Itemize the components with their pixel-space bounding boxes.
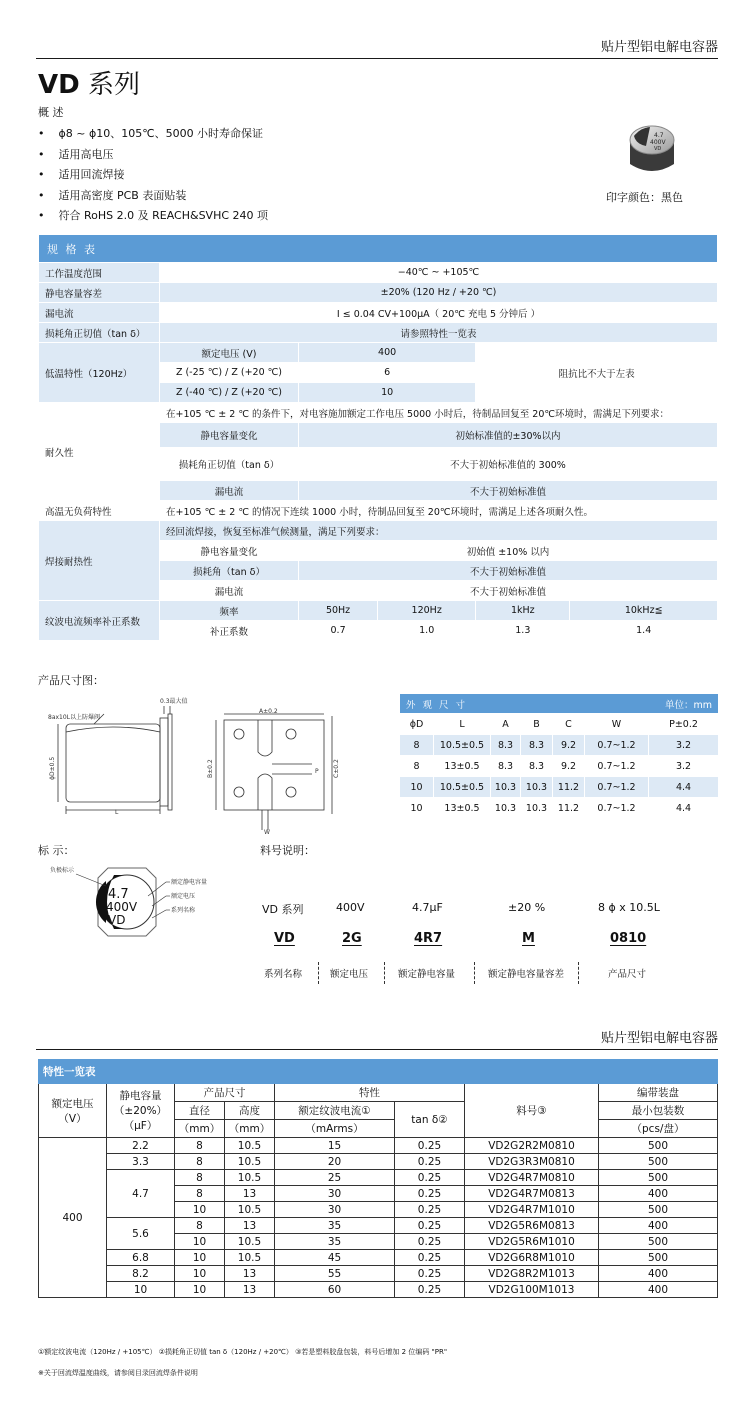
spec-cell: 不大于初始标准值 <box>299 481 718 501</box>
char-header: 额定电压 （V） <box>39 1084 107 1138</box>
dimension-cell: 3.2 <box>649 756 719 777</box>
dimension-header: ϕD <box>400 714 434 735</box>
char-header: 产品尺寸 <box>175 1084 275 1102</box>
marking-label-volt: 额定电压 <box>171 893 196 900</box>
char-cell: 500 <box>599 1250 718 1266</box>
dimension-cell: 11.2 <box>553 777 585 798</box>
pn-separator <box>578 962 579 984</box>
char-cell: 500 <box>599 1154 718 1170</box>
pn-label: 系列名称 <box>264 969 303 980</box>
spec-cell: 1kHz <box>476 601 570 621</box>
dimension-cell: 8 <box>400 756 434 777</box>
w-label: W <box>264 829 270 836</box>
char-cell: 400 <box>599 1266 718 1282</box>
spec-cell: 10 <box>299 383 476 403</box>
char-cell: 4.7 <box>107 1170 175 1218</box>
char-header: （mm） <box>175 1120 225 1138</box>
capacitor-photo <box>620 120 684 180</box>
char-header: 高度 <box>225 1102 275 1120</box>
dimension-cell: 8.3 <box>521 756 553 777</box>
spec-cell: 在+105 ℃ ± 2 ℃ 的情况下连续 1000 小时，待制品回复至 20℃环境时，需满足上述各项耐久性。 <box>160 501 718 521</box>
char-cell: 500 <box>599 1138 718 1154</box>
char-cell: 6.8 <box>107 1250 175 1266</box>
spec-cell: 10kHz≦ <box>570 601 718 621</box>
char-cell: 10.5 <box>225 1202 275 1218</box>
pn-value: 8 ϕ x 10.5L <box>598 901 660 914</box>
pn-code: M <box>522 931 535 946</box>
page-header-title: 贴片型铝电解电容器 <box>600 1031 718 1046</box>
pn-value: 4.7μF <box>412 901 443 914</box>
dimension-cell: 10.3 <box>521 777 553 798</box>
spec-label: 纹波电流频率补正系数 <box>39 601 160 641</box>
char-cell: 8 <box>175 1154 225 1170</box>
char-cell: 10.5 <box>225 1250 275 1266</box>
char-cell: 0.25 <box>395 1266 465 1282</box>
dimension-cell: 0.7~1.2 <box>585 798 649 819</box>
dimension-cell: 11.2 <box>553 798 585 819</box>
spec-cell: 损耗角（tan δ） <box>160 561 299 581</box>
char-header: （pcs/盘） <box>599 1120 718 1138</box>
dimension-cell: 10 <box>400 798 434 819</box>
characteristics-table <box>38 1059 718 1298</box>
cap-photo-marking: VD <box>654 146 662 152</box>
spec-cell: 静电容量变化 <box>160 541 299 561</box>
char-header: （mm） <box>225 1120 275 1138</box>
spec-cell: 阻抗比不大于左表 <box>476 343 718 403</box>
char-cell: 400 <box>599 1186 718 1202</box>
b-label: B±0.2 <box>207 759 214 778</box>
spec-label: 漏电流 <box>39 303 160 323</box>
spec-cell: 不大于初始标准值 <box>299 561 718 581</box>
max-label: 0.3最大值 <box>160 698 188 705</box>
spec-cell: 400 <box>299 343 476 363</box>
char-header: （mArms） <box>275 1120 395 1138</box>
page-header-title: 贴片型铝电解电容器 <box>600 40 718 55</box>
dimension-table <box>399 693 719 819</box>
marking-capacitance: 4.7 <box>108 887 129 902</box>
pn-code: 4R7 <box>414 931 443 946</box>
feature-item: • 符合 RoHS 2.0 及 REACH&SVHC 240 项 <box>38 206 268 227</box>
overview-label: 概 述 <box>38 106 64 119</box>
p-label: P <box>315 768 319 775</box>
char-cell: 400 <box>599 1218 718 1234</box>
spec-cell: 1.3 <box>476 621 570 641</box>
spec-table <box>38 234 718 641</box>
spec-cell: 1.0 <box>378 621 476 641</box>
pn-label: 额定电压 <box>330 969 369 980</box>
dimension-cell: 0.7~1.2 <box>585 735 649 756</box>
char-cell: 35 <box>275 1218 395 1234</box>
char-cell: 25 <box>275 1170 395 1186</box>
char-cell: 8 <box>175 1138 225 1154</box>
char-cell: 0.25 <box>395 1250 465 1266</box>
feature-item: • 适用高密度 PCB 表面贴装 <box>38 186 268 207</box>
char-cell: 13 <box>225 1266 275 1282</box>
feature-item: • 适用回流焊接 <box>38 165 268 186</box>
char-header: 编带装盘 <box>599 1084 718 1102</box>
dimension-drawing-title: 产品尺寸图： <box>38 674 104 687</box>
dimension-cell: 8.3 <box>521 735 553 756</box>
pn-separator <box>474 962 475 984</box>
dimension-cell: 3.2 <box>649 735 719 756</box>
char-cell: 0.25 <box>395 1218 465 1234</box>
header-rule <box>36 1049 718 1050</box>
char-cell: 10 <box>175 1250 225 1266</box>
dimension-cell: 9.2 <box>553 756 585 777</box>
feature-item: • 适用高电压 <box>38 145 268 166</box>
dimension-cell: 10.5±0.5 <box>434 735 491 756</box>
char-cell: 10 <box>107 1282 175 1298</box>
char-cell: 0.25 <box>395 1202 465 1218</box>
char-cell: 2.2 <box>107 1138 175 1154</box>
spec-cell: 初始值 ±10% 以内 <box>299 541 718 561</box>
spec-value: 请参照特性一览表 <box>160 323 718 343</box>
char-cell: 400 <box>599 1282 718 1298</box>
spec-cell: Z (-40 ℃) / Z (+20 ℃) <box>160 383 299 403</box>
char-cell: 0.25 <box>395 1282 465 1298</box>
char-cell: 10.5 <box>225 1138 275 1154</box>
pn-value: VD 系列 <box>262 903 304 916</box>
dimension-drawing <box>36 692 376 840</box>
char-cell: 500 <box>599 1202 718 1218</box>
char-cell: 8 <box>175 1170 225 1186</box>
char-header: 额定纹波电流① <box>275 1102 395 1120</box>
spec-value: ±20% (120 Hz / +20 ℃) <box>160 283 718 303</box>
char-header: 料号③ <box>465 1084 599 1138</box>
characteristics-title: 特性一览表 <box>39 1060 718 1084</box>
char-cell: 30 <box>275 1186 395 1202</box>
dimension-header: A <box>491 714 521 735</box>
dimension-cell: 0.7~1.2 <box>585 756 649 777</box>
pn-label: 额定静电容量容差 <box>488 969 565 980</box>
char-cell: 0.25 <box>395 1170 465 1186</box>
spec-value: I ≤ 0.04 CV+100μA（ 20℃ 充电 5 分钟后 ） <box>160 303 718 323</box>
spec-cell: 经回流焊接，恢复至标准气候测量，满足下列要求： <box>160 521 718 541</box>
char-cell: 35 <box>275 1234 395 1250</box>
footnote: ※关于回流焊温度曲线，请参阅目录回流焊条件说明 <box>38 1369 198 1377</box>
c-label: C±0.2 <box>333 759 340 778</box>
spec-cell: 1.4 <box>570 621 718 641</box>
char-cell: 10 <box>175 1282 225 1298</box>
spec-cell: 初始标准值的±30%以内 <box>299 423 718 448</box>
pn-code: 2G <box>342 931 362 946</box>
marking-series: VD <box>108 913 126 927</box>
dimension-table-title: 单位：mm 外 观 尺 寸 <box>400 694 719 714</box>
char-cell: VD2G6R8M1010 <box>465 1250 599 1266</box>
char-cell: 60 <box>275 1282 395 1298</box>
char-cell: 0.25 <box>395 1186 465 1202</box>
dimension-header: W <box>585 714 649 735</box>
spec-label: 损耗角正切值（tan δ） <box>39 323 160 343</box>
pn-code: VD <box>274 931 295 946</box>
spec-label: 耐久性 <box>39 403 160 501</box>
char-cell: VD2G5R6M1010 <box>465 1234 599 1250</box>
spec-label: 工作温度范围 <box>39 263 160 283</box>
dimension-cell: 13±0.5 <box>434 756 491 777</box>
char-cell: VD2G4R7M1010 <box>465 1202 599 1218</box>
char-cell: 45 <box>275 1250 395 1266</box>
a-label: A±0.2 <box>259 708 278 715</box>
feature-item: • ϕ8 ~ ϕ10、105℃、5000 小时寿命保证 <box>38 124 268 145</box>
footnote: ①额定纹波电流（120Hz / +105℃） ②损耗角正切值 tan δ（120Hz / +20℃） ③若是塑料胶盘包装，料号后增加 2 位编码 "PR" <box>38 1348 448 1356</box>
spec-label: 低温特性（120Hz） <box>39 343 160 403</box>
char-cell: 15 <box>275 1138 395 1154</box>
unit-label: 单位：mm <box>664 699 712 711</box>
spec-cell: 静电容量变化 <box>160 423 299 448</box>
char-header: 静电容量 （±20%） （μF） <box>107 1084 175 1138</box>
char-cell: 5.6 <box>107 1218 175 1250</box>
spec-cell: 损耗角正切值（tan δ） <box>160 448 299 481</box>
char-cell: 0.25 <box>395 1154 465 1170</box>
dimension-cell: 13±0.5 <box>434 798 491 819</box>
spec-cell: Z (-25 ℃) / Z (+20 ℃) <box>160 363 299 383</box>
char-cell: 13 <box>225 1186 275 1202</box>
spec-label: 焊接耐热性 <box>39 521 160 601</box>
pn-label: 产品尺寸 <box>608 969 647 980</box>
char-cell: 10 <box>175 1266 225 1282</box>
dimension-header: B <box>521 714 553 735</box>
char-cell: 3.3 <box>107 1154 175 1170</box>
part-number-title: 料号说明： <box>260 844 315 857</box>
vent-label: 8ax10L以上防爆阀 <box>48 714 101 721</box>
print-color-note: 印字颜色：黑色 <box>606 191 683 204</box>
diameter-label: ϕD±0.5 <box>49 756 56 780</box>
spec-label: 高温无负荷特性 <box>39 501 160 521</box>
negative-mark-label: 负极标示 <box>50 867 75 874</box>
char-cell: 55 <box>275 1266 395 1282</box>
char-cell: VD2G3R3M0810 <box>465 1154 599 1170</box>
char-cell: VD2G8R2M1013 <box>465 1266 599 1282</box>
char-cell: 10 <box>175 1202 225 1218</box>
dimension-cell: 8 <box>400 735 434 756</box>
char-cell: 0.25 <box>395 1138 465 1154</box>
char-cell: 20 <box>275 1154 395 1170</box>
marking-label-cap: 额定静电容量 <box>171 879 208 886</box>
spec-cell: 6 <box>299 363 476 383</box>
spec-cell: 频率 <box>160 601 299 621</box>
spec-cell: 不大于初始标准值 <box>299 581 718 601</box>
char-cell: 500 <box>599 1170 718 1186</box>
dimension-header: L <box>434 714 491 735</box>
spec-cell: 120Hz <box>378 601 476 621</box>
dimension-cell: 10.3 <box>491 777 521 798</box>
dimension-cell: 4.4 <box>649 798 719 819</box>
dimension-cell: 8.3 <box>491 735 521 756</box>
cap-photo-marking: 400V <box>650 139 666 146</box>
char-cell: VD2G4R7M0810 <box>465 1170 599 1186</box>
spec-cell: 在+105 ℃ ± 2 ℃ 的条件下，对电容施加额定工作电压 5000 小时后，待制品回复至 20℃环境时，需满足下列要求： <box>160 403 718 423</box>
cap-photo-marking: 4.7 <box>654 132 664 139</box>
char-header: tan δ② <box>395 1102 465 1138</box>
marking-diagram <box>48 862 228 942</box>
char-cell: 8.2 <box>107 1266 175 1282</box>
spec-cell: 不大于初始标准值的 300% <box>299 448 718 481</box>
dimension-cell: 10 <box>400 777 434 798</box>
pn-code: 0810 <box>610 931 647 946</box>
marking-title: 标 示： <box>38 844 75 857</box>
dimension-cell: 10.5±0.5 <box>434 777 491 798</box>
dimension-cell: 0.7~1.2 <box>585 777 649 798</box>
char-cell: 500 <box>599 1234 718 1250</box>
char-cell: VD2G2R2M0810 <box>465 1138 599 1154</box>
char-cell: VD2G5R6M0813 <box>465 1218 599 1234</box>
pn-separator <box>318 962 319 984</box>
char-cell: 30 <box>275 1202 395 1218</box>
dimension-cell: 10.3 <box>521 798 553 819</box>
spec-label: 静电容量容差 <box>39 283 160 303</box>
dimension-cell: 10.3 <box>491 798 521 819</box>
char-header: 直径 <box>175 1102 225 1120</box>
char-header: 特性 <box>275 1084 465 1102</box>
char-cell: 13 <box>225 1282 275 1298</box>
header-rule <box>36 58 718 59</box>
char-cell: 10.5 <box>225 1170 275 1186</box>
length-label: L <box>115 809 119 816</box>
spec-cell: 额定电压 (V) <box>160 343 299 363</box>
dimension-header: C <box>553 714 585 735</box>
feature-list <box>38 124 268 227</box>
pn-value: 400V <box>336 901 365 914</box>
series-title: VD 系列 <box>38 70 140 100</box>
char-cell: 10.5 <box>225 1154 275 1170</box>
dimension-cell: 4.4 <box>649 777 719 798</box>
pn-label: 额定静电容量 <box>398 969 456 980</box>
marking-label-series: 系列名称 <box>171 907 196 914</box>
marking-voltage: 400V <box>106 900 138 914</box>
spec-cell: 0.7 <box>299 621 378 641</box>
char-voltage: 400 <box>39 1138 107 1298</box>
dimension-cell: 9.2 <box>553 735 585 756</box>
spec-table-title: 规 格 表 <box>39 235 718 263</box>
char-cell: 13 <box>225 1218 275 1234</box>
char-header: 最小包装数 <box>599 1102 718 1120</box>
spec-cell: 漏电流 <box>160 581 299 601</box>
dimension-cell: 8.3 <box>491 756 521 777</box>
char-cell: 0.25 <box>395 1234 465 1250</box>
char-cell: VD2G4R7M0813 <box>465 1186 599 1202</box>
spec-cell: 漏电流 <box>160 481 299 501</box>
spec-cell: 50Hz <box>299 601 378 621</box>
char-cell: 8 <box>175 1218 225 1234</box>
char-cell: VD2G100M1013 <box>465 1282 599 1298</box>
pn-separator <box>384 962 385 984</box>
char-cell: 10 <box>175 1234 225 1250</box>
spec-cell: 补正系数 <box>160 621 299 641</box>
char-cell: 8 <box>175 1186 225 1202</box>
spec-value: −40℃ ~ +105℃ <box>160 263 718 283</box>
char-cell: 10.5 <box>225 1234 275 1250</box>
dimension-header: P±0.2 <box>649 714 719 735</box>
pn-value: ±20 % <box>508 901 546 914</box>
